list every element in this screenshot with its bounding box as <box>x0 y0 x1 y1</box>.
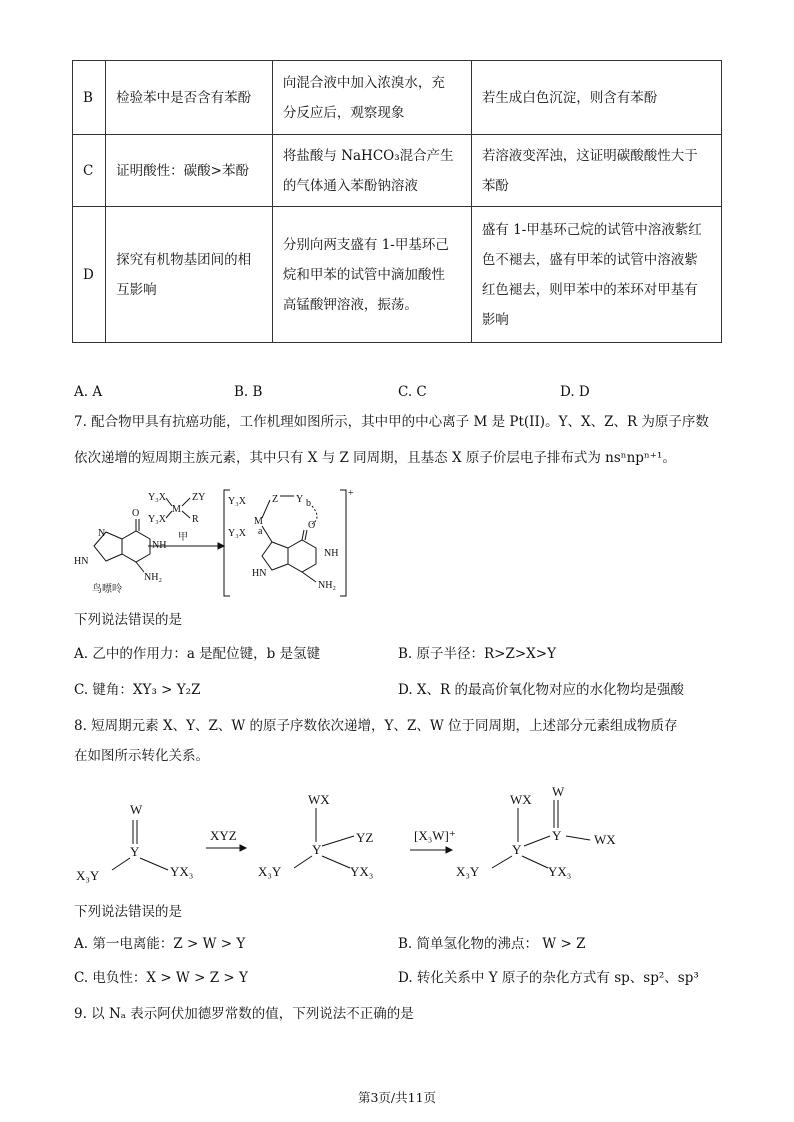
q7-option-c: C. 键角：XY₃ > Y₂Z <box>74 682 201 698</box>
complex-r: R <box>192 514 199 525</box>
q6-row-c-conclusion: 若溶液变浑浊，这证明碳酸酸性大于 苯酚 <box>471 135 721 207</box>
q6-row-d-conclusion: 盛有 1-甲基环己烷的试管中溶液紫红 色不褪去，盛有甲苯的试管中溶液紫 红色褪去，则甲苯中的苯环对甲基有 影响 <box>471 207 721 343</box>
q6-option-b: B. B <box>234 384 263 400</box>
q6-row-d-option: D <box>73 207 106 343</box>
table-row <box>73 135 722 207</box>
q8-question: 下列说法错误的是 <box>74 904 182 920</box>
mol3-yx3: YX₃ <box>548 864 572 879</box>
guanine-o: O <box>132 508 140 519</box>
q6-row-c-operation: 将盐酸与 NaHCO₃混合产生 的气体通入苯酚钠溶液 <box>272 135 471 207</box>
mol2-yz: YZ <box>356 830 374 845</box>
q8-option-d: D. 转化关系中 Y 原子的杂化方式有 sp、sp²、sp³ <box>398 970 699 986</box>
q7-stem-line1: 7. 配合物甲具有抗癌功能，工作机理如图所示，其中甲的中心离子 M 是 Pt(II)。Y、X、Z、R 为原子序数 <box>74 414 709 430</box>
product-nh: NH <box>324 548 339 559</box>
guanine-label: 鸟嘌呤 <box>92 584 122 595</box>
product-nh2: NH₂ <box>318 580 336 591</box>
mol2-x3y: X₃Y <box>258 864 282 879</box>
mol1-y: Y <box>130 844 140 859</box>
mol2-y: Y <box>312 842 322 857</box>
complex-zy: ZY <box>192 492 206 503</box>
mol3-wx-left: WX <box>510 792 532 807</box>
mol2-yx3: YX₃ <box>350 864 374 879</box>
q6-row-b-conclusion: 若生成白色沉淀，则含有苯酚 <box>471 61 721 135</box>
q7-option-b: B. 原子半径：R>Z>X>Y <box>398 646 557 662</box>
q8-option-c: C. 电负性：X > W > Z > Y <box>74 970 248 986</box>
q8-stem-line2: 在如图所示转化关系。 <box>74 748 209 764</box>
q8-option-a: A. 第一电离能：Z > W > Y <box>74 936 246 952</box>
guanine-n: N <box>98 528 106 539</box>
complex-m: M <box>172 504 181 515</box>
complex-y3x-bottom: Y₃X <box>148 514 166 525</box>
q6-option-a: A. A <box>74 384 103 400</box>
q9-stem: 9. 以 Nₐ 表示阿伏加德罗常数的值，下列说法不正确的是 <box>74 1006 414 1022</box>
table-row <box>73 207 722 343</box>
reagent-x3w-plus: [X₃W]⁺ <box>414 828 456 843</box>
product-m: M <box>254 516 263 527</box>
q6-table <box>72 60 722 343</box>
q7-option-d: D. X、R 的最高价氧化物对应的水化物均是强酸 <box>398 682 684 698</box>
q6-row-b-option: B <box>73 61 106 135</box>
q6-row-b-purpose: 检验苯中是否含有苯酚 <box>106 61 273 135</box>
product-y: Y <box>296 494 304 505</box>
q8-stem-line1: 8. 短周期元素 X、Y、Z、W 的原子序数依次递增，Y、Z、W 位于同周期，上述部分元素组成物质存 <box>74 718 678 734</box>
mol3-y-center: Y <box>512 842 522 857</box>
guanine-nh2: NH₂ <box>144 572 162 583</box>
q8-option-b: B. 简单氢化物的沸点： W > Z <box>398 936 586 952</box>
reagent-xyz: XYZ <box>210 828 237 843</box>
guanine-hn: HN <box>74 556 89 567</box>
guanine-structure <box>94 519 150 572</box>
mol3-y-top: Y <box>552 828 562 843</box>
q6-option-d: D. D <box>560 384 590 400</box>
q7-question: 下列说法错误的是 <box>74 612 182 628</box>
q7-mechanism-figure <box>72 484 372 604</box>
table-row <box>73 61 722 135</box>
mol1-x3y: X₃Y <box>76 868 100 883</box>
mol1-w: W <box>130 802 143 817</box>
q6-row-c-purpose: 证明酸性：碳酸>苯酚 <box>106 135 273 207</box>
product-b: b <box>306 498 311 509</box>
product-y3x-top: Y₃X <box>228 496 246 507</box>
q7-stem-line2: 依次递增的短周期主族元素，其中只有 X 与 Z 同周期，且基态 X 原子价层电子排布式为 nsⁿnpⁿ⁺¹。 <box>74 450 676 466</box>
q8-conversion-figure <box>72 784 632 888</box>
q6-row-d-operation: 分别向两支盛有 1-甲基环己 烷和甲苯的试管中滴加酸性 高锰酸钾溶液，振荡。 <box>272 207 471 343</box>
product-charge: + <box>348 488 354 499</box>
q6-option-c: C. C <box>398 384 427 400</box>
product-o: O <box>308 520 316 531</box>
q6-row-b-operation: 向混合液中加入浓溴水，充 分反应后，观察现象 <box>272 61 471 135</box>
mol3-wx-right: WX <box>594 832 616 847</box>
q7-option-a: A. 乙中的作用力：a 是配位键，b 是氢键 <box>74 646 321 662</box>
complex-y3x-top: Y₃X <box>148 492 166 503</box>
product-y3x-bottom: Y₃X <box>228 528 246 539</box>
mol3-x3y: X₃Y <box>456 864 480 879</box>
mol1-yx3: YX₃ <box>170 864 194 879</box>
product-a: a <box>258 526 263 537</box>
product-hn: HN <box>252 568 267 579</box>
guanine-nh: NH <box>152 540 167 551</box>
page-number: 第3页/共11页 <box>357 1090 437 1105</box>
arrow-label-jia: 甲 <box>178 532 188 543</box>
mol2-wx: WX <box>308 792 330 807</box>
q6-row-c-option: C <box>73 135 106 207</box>
q6-row-d-purpose: 探究有机物基团间的相 互影响 <box>106 207 273 343</box>
mol3-w: W <box>552 784 565 799</box>
product-z: Z <box>272 494 279 505</box>
